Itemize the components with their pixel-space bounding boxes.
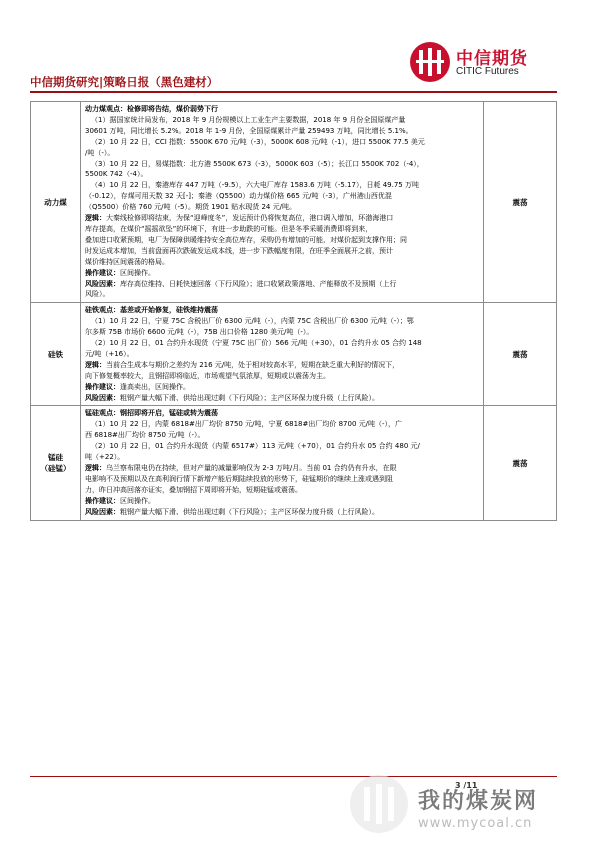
rating-badge: 震荡 xyxy=(484,406,557,520)
content-line: （3）10 月 22 日，易煤指数：北方港 5500K 673（-3），5000K 603（-5）；长江口 5500K 702（-4）， xyxy=(91,159,424,168)
content-line: （2）10 月 22 日，01 合约升水现货（内蒙 6517#）113 元/吨（+70），01 合约升水 05 合约 480 元/ xyxy=(91,442,420,451)
table-row xyxy=(31,303,557,406)
advice-label: 操作建议： xyxy=(85,268,120,277)
logic-text: 时发运成本增加，当前盘面再次跌破发运成本线，进一步下跌幅度有限，在旺季全面展开之前，预计 xyxy=(85,246,393,255)
logic-text: 叠加进口收紧预期，电厂为保障供暖维持安全高位库存，采购仍有增加的可能，对煤价起到支撑作用；同 xyxy=(85,235,407,244)
advice-text: 区间操作。 xyxy=(120,268,155,277)
row-content xyxy=(81,102,484,303)
table-row xyxy=(31,102,557,303)
content-line: （1）据国家统计局发布，2018 年 9 月份规模以上工业生产主要数据，2018 年 9 月份全国原煤产量 xyxy=(91,115,406,124)
logo-chinese-text: 中信期货 xyxy=(456,49,528,69)
content-line: /吨（-）。 xyxy=(85,148,115,157)
watermark-text: 我的煤炭网 xyxy=(418,789,539,814)
logic-text: 当前合生成本与期价之差约为 216 元/吨，处于相对较高水平，短期在缺乏重大利好的情况下， xyxy=(106,360,400,369)
risk-label: 风险因素： xyxy=(85,507,120,516)
content-line: （Q5500）价格 760 元/吨（-5）。期货 1901 贴水现货 24 元/吨。 xyxy=(85,203,296,212)
content-line: 5500K 742（-4）。 xyxy=(85,170,148,179)
risk-text: 风险）。 xyxy=(85,290,110,299)
advice-label: 操作建议： xyxy=(85,496,120,505)
logic-text: 煤价维持区间震荡的格局。 xyxy=(85,257,169,266)
table-row xyxy=(31,406,557,520)
content-line: （1）10 月 22 日，内蒙 6818#出厂均价 8750 元/吨，宁夏 6818#出厂均价 8700 元/吨（-），广 xyxy=(91,420,403,429)
logic-text: 力，昨日冲高回落亦证实，叠加钢招下周即将开始，短期硅锰或震荡。 xyxy=(85,485,302,494)
section-title: 锰硅观点：钢招即将开启，锰硅或转为震荡 xyxy=(85,409,218,418)
risk-text: 库存高位维持、日耗快速回落（下行风险）；进口收紧政策落地、产能释放不及预期（上行 xyxy=(120,279,397,288)
advice-label: 操作建议： xyxy=(85,382,120,391)
risk-label: 风险因素： xyxy=(85,393,120,402)
row-content xyxy=(81,406,484,520)
watermark-logo-icon xyxy=(350,775,408,833)
content-line: （2）10 月 22 日，CCI 指数：5500K 670 元/吨（-3），5000K 608 元/吨（-1），进口 5500K 77.5 美元 xyxy=(91,137,425,146)
row-label: 锰硅 （硅锰） xyxy=(31,406,81,520)
risk-label: 风险因素： xyxy=(85,279,120,288)
section-title: 动力煤观点：检修即将告结，煤价弱势下行 xyxy=(85,105,218,113)
content-line: 西 6818#出厂均价 8750 元/吨（-）。 xyxy=(85,431,205,440)
advice-text: 逢高卖出，区间操作。 xyxy=(120,382,190,391)
risk-text: 粗钢产量大幅下滑、供给出现过剩（下行风险）；主产区环保力度升级（上行风险）。 xyxy=(120,393,379,402)
strategy-table xyxy=(30,101,557,521)
logic-text: 乌兰察布限电仍在持续，但对产量的减量影响仅为 2-3 万吨/月。当前 01 合约仍有升水，在限 xyxy=(106,464,397,472)
footer-divider xyxy=(30,776,557,777)
content-line: （-0.12），存煤可用天数 32 天[-]；秦港（Q5500）动力煤价格 665 元/吨（-3），广州港山西优混 xyxy=(85,192,392,201)
logic-text: 电影响不及预期以及在高利润行情下新增产能后期陆续投放的形势下，硅锰期价的继续上涨或遇到阻 xyxy=(85,474,393,483)
content-line: 吨（+22）。 xyxy=(85,453,125,462)
report-title: 中信期货研究|策略日报（黑色建材） xyxy=(30,75,219,89)
section-title: 硅铁观点：基差或开始修复，硅铁维持震荡 xyxy=(85,306,218,315)
content-line: （2）10 月 22 日，01 合约升水现货（宁夏 75C 出厂价）566 元/吨（+30），01 合约升水 05 合约 148 xyxy=(91,339,422,348)
citic-emblem-icon xyxy=(410,42,450,82)
row-content xyxy=(81,303,484,406)
rating-badge: 震荡 xyxy=(484,102,557,303)
row-label: 动力煤 xyxy=(31,102,81,303)
logic-label: 逻辑： xyxy=(85,464,106,472)
rating-badge: 震荡 xyxy=(484,303,557,406)
advice-text: 区间操作。 xyxy=(120,496,155,505)
content-line: （4）10 月 22 日，秦港库存 447 万吨（-9.5），六大电厂库存 1583.6 万吨（-5.17），日耗 49.75 万吨 xyxy=(91,181,419,190)
logic-text: 向下修复概率较大，且钢招即将临近，市场观望气氛浓厚，短期或以震荡为主。 xyxy=(85,371,330,380)
logic-label: 逻辑： xyxy=(85,214,106,223)
page-number: 3 /11 xyxy=(455,781,478,790)
row-label: 硅铁 xyxy=(31,303,81,406)
logic-text: 大秦线检修即将结束，为保“迎峰度冬”，发运预计仍将恢复高位，港口调入增加，环渤海港口 xyxy=(106,214,394,223)
risk-text: 粗钢产量大幅下滑、供给出现过剩（下行风险）；主产区环保力度升级（上行风险）。 xyxy=(120,507,379,516)
logo-english-text: CITIC Futures xyxy=(456,66,519,77)
logic-label: 逻辑： xyxy=(85,360,106,369)
content-line: 尔多斯 75B 市场价 6600 元/吨（-），75B 出口价格 1280 美元/吨（-）。 xyxy=(85,328,314,337)
content-line: （1）10 月 22 日，宁夏 75C 含税出厂价 6300 元/吨（-），内蒙 75C 含税出厂价 6300 元/吨（-）；鄂 xyxy=(91,317,414,326)
logic-text: 库存提高，在煤价“摇摇欲坠”的环境下，有进一步助跌的可能。但是冬季采暖消费即将到来， xyxy=(85,224,373,233)
citic-futures-logo xyxy=(410,42,562,84)
content-line: 30601 万吨，同比增长 5.2%。2018 年 1-9 月份，全国原煤累计产量 259493 万吨，同比增长 5.1%。 xyxy=(85,126,413,135)
watermark-url: www.mycoal.cn xyxy=(418,816,533,831)
content-line: 元/吨（+16）。 xyxy=(85,349,134,358)
header-divider xyxy=(30,91,557,93)
